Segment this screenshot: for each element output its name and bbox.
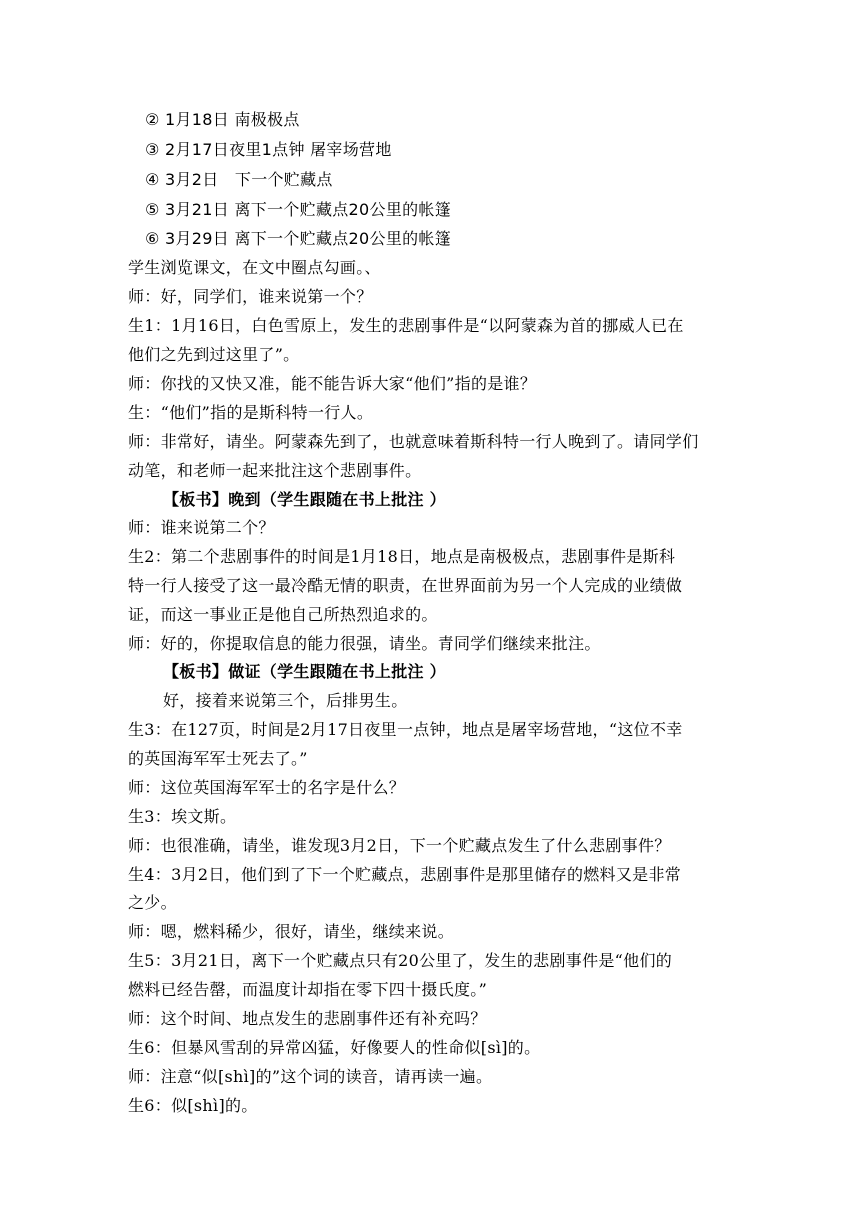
paragraph-line: 生6：似[shì]的。 [128,1096,258,1115]
event-item: ④ 3月2日 下一个贮藏点 [145,170,333,189]
event-item: ⑥ 3月29日 离下一个贮藏点20公里的帐篷 [145,229,452,248]
paragraph-line: 师：嗯，燃料稀少，很好，请坐，继续来说。 [128,922,455,941]
paragraph-line: 师：注意“似[shì]的”这个词的读音，请再读一遍。 [128,1067,493,1086]
paragraph-line: 师：好，同学们，谁来说第一个？ [128,287,373,306]
paragraph-line: 的英国海军军士死去了。” [128,749,308,768]
paragraph-line: 师：谁来说第二个？ [128,518,275,537]
paragraph-line: 生4：3月2日，他们到了下一个贮藏点，悲剧事件是那里储存的燃料又是非常 [128,865,682,884]
paragraph-line: 特一行人接受了这一最冷酷无情的职责，在世界面前为另一个人完成的业绩做 [128,576,683,595]
paragraph-line: 生2：第二个悲剧事件的时间是1月18日，地点是南极极点，悲剧事件是斯科 [128,547,676,566]
board-note: 【板书】晚到（学生跟随在书上批注 ） [163,490,446,509]
paragraph-line: 燃料已经告罄，而温度计却指在零下四十摄氏度。” [128,980,488,999]
paragraph-line: 学生浏览课文，在文中圈点勾画。、 [128,258,381,277]
paragraph-line: 之少。 [128,893,177,912]
paragraph-line: 生1：1月16日，白色雪原上，发生的悲剧事件是“以阿蒙森为首的挪威人已在 [128,316,684,335]
paragraph-line: 动笔，和老师一起来批注这个悲剧事件。 [128,461,422,480]
paragraph-line: 生3：埃文斯。 [128,807,237,826]
paragraph-line: 师：也很准确，请坐，谁发现3月2日，下一个贮藏点发生了什么悲剧事件？ [128,836,671,855]
paragraph-line: 生3：在127页，时间是2月17日夜里一点钟，地点是屠宰场营地，“这位不幸 [128,720,683,739]
paragraph-line: 师：非常好，请坐。阿蒙森先到了，也就意味着斯科特一行人晚到了。请同学们 [128,432,699,451]
paragraph-line: 生5：3月21日，离下一个贮藏点只有20公里了，发生的悲剧事件是“他们的 [128,951,673,970]
paragraph-line: 生：“他们”指的是斯科特一行人。 [128,403,374,422]
event-item: ③ 2月17日夜里1点钟 屠宰场营地 [145,140,392,159]
paragraph-line: 师：这个时间、地点发生的悲剧事件还有补充吗？ [128,1009,487,1028]
paragraph-line: 证，而这一事业正是他自己所热烈追求的。 [128,605,438,624]
paragraph-line: 生6：但暴风雪刮的异常凶猛，好像要人的性命似[sì]的。 [128,1038,541,1057]
paragraph-line: 师：好的，你提取信息的能力很强，请坐。青同学们继续来批注。 [128,634,601,653]
paragraph-line: 好，接着来说第三个，后排男生。 [163,691,408,710]
paragraph-line: 师：你找的又快又准，能不能告诉大家“他们”指的是谁？ [128,374,537,393]
paragraph-line: 师：这位英国海军军士的名字是什么？ [128,778,406,797]
paragraph-line: 他们之先到过这里了”。 [128,345,300,364]
event-item: ② 1月18日 南极极点 [145,110,300,129]
board-note: 【板书】做证（学生跟随在书上批注 ） [163,662,446,681]
event-item: ⑤ 3月21日 离下一个贮藏点20公里的帐篷 [145,200,452,219]
